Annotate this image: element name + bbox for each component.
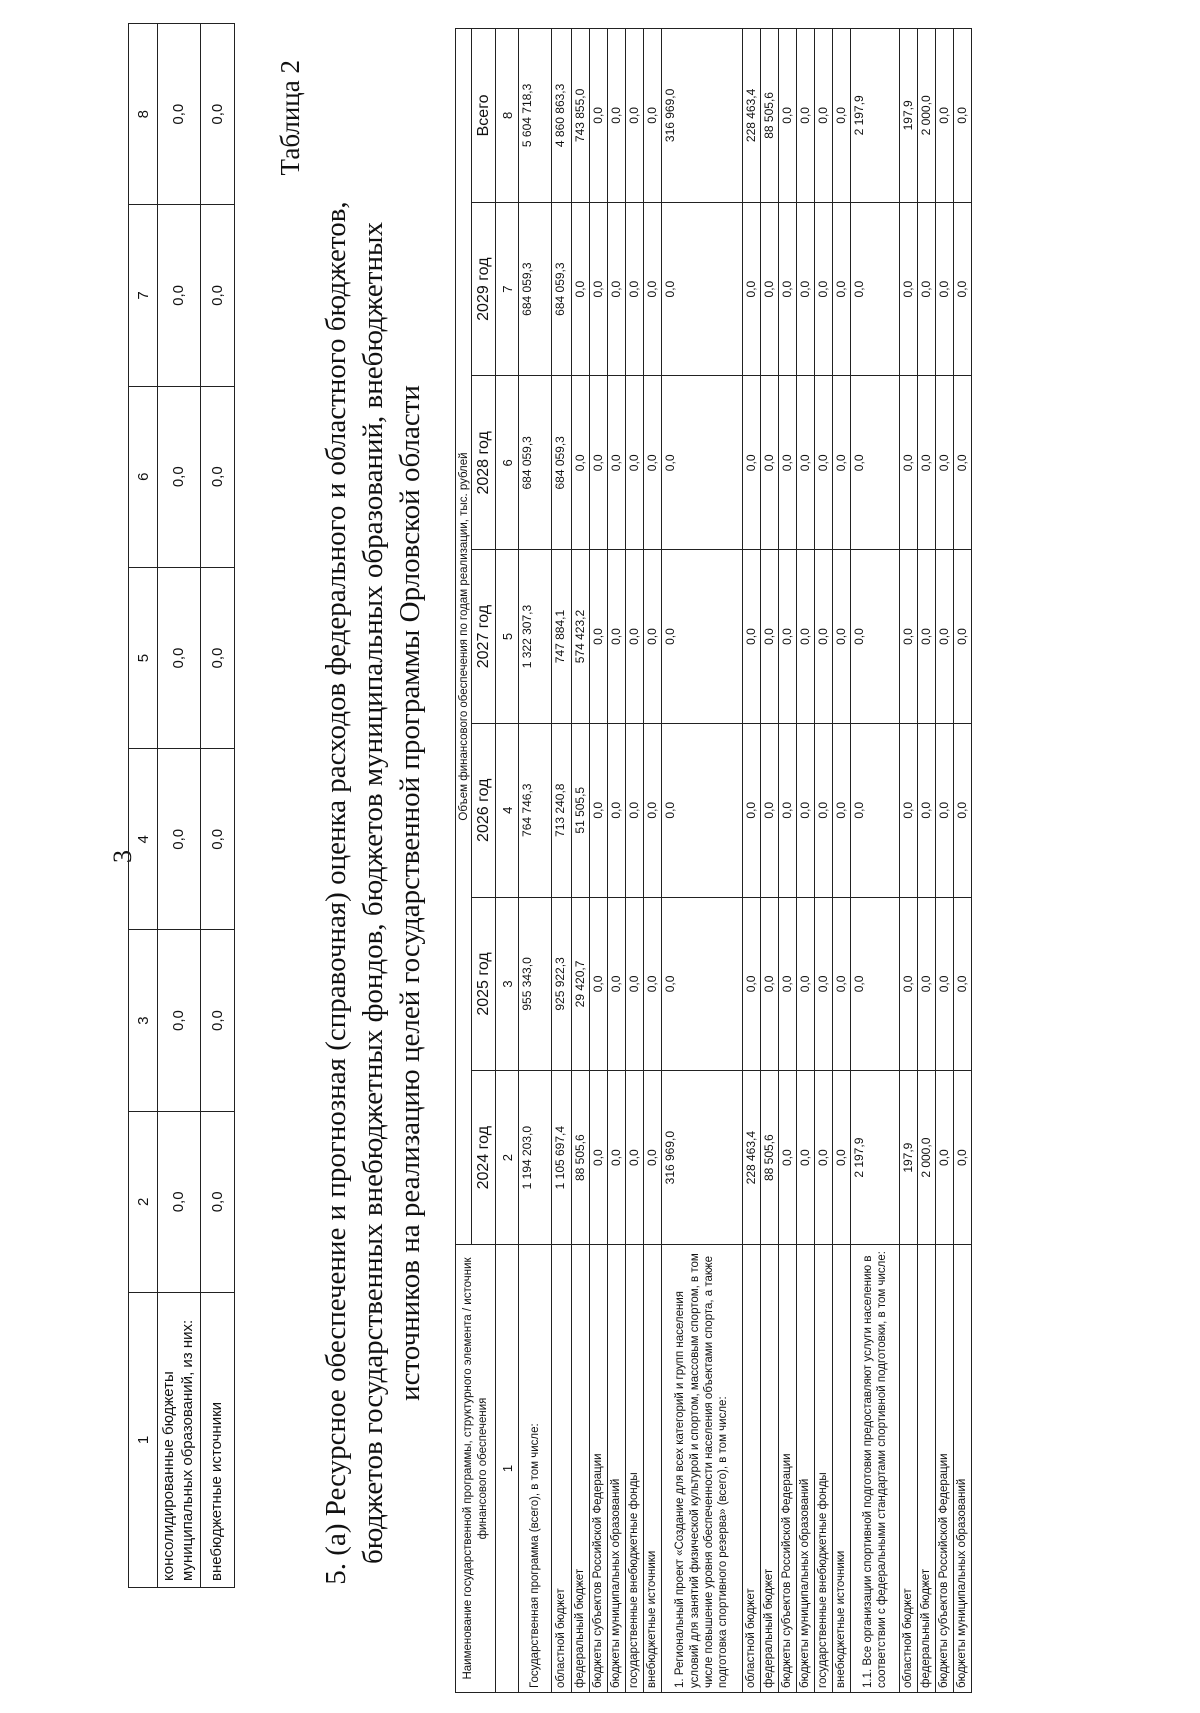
table-row xyxy=(779,29,797,1693)
cell-value: 0,0 xyxy=(200,386,234,567)
row-label: бюджеты субъектов Российской Федерации xyxy=(779,1245,797,1693)
cell-value: 0,0 xyxy=(158,1111,201,1292)
cell-value: 0,0 xyxy=(200,567,234,748)
cell-value: 0,0 xyxy=(200,930,234,1111)
total-cell: 0,0 xyxy=(644,29,662,203)
table-row xyxy=(662,29,743,1693)
column-number: 8 xyxy=(496,29,519,203)
year-value-cell: 0,0 xyxy=(662,376,743,550)
year-value-cell: 0,0 xyxy=(954,550,972,724)
column-number: 5 xyxy=(129,567,158,748)
year-value-cell: 1 105 697,4 xyxy=(552,1071,572,1245)
year-value-cell: 0,0 xyxy=(815,1071,833,1245)
column-number: 1 xyxy=(496,1245,519,1693)
year-value-cell: 0,0 xyxy=(644,550,662,724)
table-caption: Таблица 2 xyxy=(275,60,305,176)
year-value-cell: 0,0 xyxy=(608,376,626,550)
year-value-cell: 684 059,3 xyxy=(552,376,572,550)
year-value-cell: 0,0 xyxy=(936,723,954,897)
total-cell: 0,0 xyxy=(833,29,851,203)
column-number: 6 xyxy=(496,376,519,550)
year-value-cell: 0,0 xyxy=(662,202,743,376)
year-value-cell: 0,0 xyxy=(936,550,954,724)
year-value-cell: 0,0 xyxy=(608,897,626,1071)
year-value-cell: 1 194 203,0 xyxy=(519,1071,552,1245)
column-number: 2 xyxy=(496,1071,519,1245)
year-value-cell: 0,0 xyxy=(954,897,972,1071)
year-value-cell: 0,0 xyxy=(626,202,644,376)
total-cell: 0,0 xyxy=(626,29,644,203)
year-value-cell: 684 059,3 xyxy=(519,376,552,550)
year-value-cell: 0,0 xyxy=(626,550,644,724)
cell-value: 0,0 xyxy=(158,386,201,567)
year-value-cell: 0,0 xyxy=(900,550,918,724)
year-value-cell: 0,0 xyxy=(644,202,662,376)
row-label: федеральный бюджет xyxy=(918,1245,936,1693)
year-value-cell: 0,0 xyxy=(918,202,936,376)
row-label: внебюджетные источники xyxy=(644,1245,662,1693)
table-row xyxy=(519,29,552,1693)
year-value-cell: 713 240,8 xyxy=(552,723,572,897)
column-numbers-row xyxy=(496,29,519,1693)
table-row xyxy=(954,29,972,1693)
year-value-cell: 0,0 xyxy=(797,550,815,724)
table-row xyxy=(572,29,590,1693)
year-value-cell: 0,0 xyxy=(900,723,918,897)
table-row xyxy=(851,29,900,1693)
year-value-cell: 0,0 xyxy=(815,897,833,1071)
cell-value: 0,0 xyxy=(158,567,201,748)
year-header: 2028 год xyxy=(472,376,496,550)
year-value-cell: 0,0 xyxy=(833,897,851,1071)
year-value-cell: 88 505,6 xyxy=(761,1071,779,1245)
year-value-cell: 0,0 xyxy=(662,723,743,897)
total-cell: 0,0 xyxy=(797,29,815,203)
year-value-cell: 747 884,1 xyxy=(552,550,572,724)
year-value-cell: 0,0 xyxy=(797,897,815,1071)
row-label: областной бюджет xyxy=(743,1245,761,1693)
year-value-cell: 0,0 xyxy=(608,723,626,897)
row-label: бюджеты субъектов Российской Федерации xyxy=(590,1245,608,1693)
year-header: 2029 год xyxy=(472,202,496,376)
total-cell: 2 197,9 xyxy=(851,29,900,203)
year-value-cell: 0,0 xyxy=(918,376,936,550)
table-row xyxy=(833,29,851,1693)
page-number: 3 xyxy=(108,850,137,863)
year-value-cell: 228 463,4 xyxy=(743,1071,761,1245)
year-value-cell: 684 059,3 xyxy=(552,202,572,376)
year-value-cell: 0,0 xyxy=(833,202,851,376)
total-cell: 5 604 718,3 xyxy=(519,29,552,203)
total-cell: 197,9 xyxy=(900,29,918,203)
column-number: 8 xyxy=(129,24,158,205)
cell-value: 0,0 xyxy=(200,205,234,386)
year-value-cell: 0,0 xyxy=(797,1071,815,1245)
column-number: 3 xyxy=(129,930,158,1111)
year-value-cell: 0,0 xyxy=(918,550,936,724)
total-cell: 316 969,0 xyxy=(662,29,743,203)
year-value-cell: 0,0 xyxy=(954,202,972,376)
total-cell: 0,0 xyxy=(936,29,954,203)
year-value-cell: 0,0 xyxy=(590,550,608,724)
continuation-table xyxy=(128,23,235,1588)
year-value-cell: 0,0 xyxy=(936,202,954,376)
year-value-cell: 0,0 xyxy=(851,897,900,1071)
table-row xyxy=(552,29,572,1693)
year-value-cell: 0,0 xyxy=(779,723,797,897)
year-value-cell: 0,0 xyxy=(833,376,851,550)
cell-value: 0,0 xyxy=(200,1111,234,1292)
year-value-cell: 0,0 xyxy=(936,376,954,550)
year-value-cell: 2 000,0 xyxy=(918,1071,936,1245)
table-row xyxy=(644,29,662,1693)
year-header: 2024 год xyxy=(472,1071,496,1245)
year-value-cell: 0,0 xyxy=(833,723,851,897)
column-number: 2 xyxy=(129,1111,158,1292)
year-value-cell: 0,0 xyxy=(815,376,833,550)
table-row xyxy=(900,29,918,1693)
year-value-cell: 197,9 xyxy=(900,1071,918,1245)
year-value-cell: 0,0 xyxy=(815,202,833,376)
year-value-cell: 0,0 xyxy=(626,897,644,1071)
year-value-cell: 0,0 xyxy=(900,202,918,376)
row-label: Государственная программа (всего), в том числе: xyxy=(519,1245,552,1693)
section-title: 5. (а) Ресурсное обеспечение и прогнозная (справочная) оценка расходов федерального и областного бюджетов, бюджетов государственных внебюджетных фондов, бюджетов муниципальных образований, внебюджетных источников на реализацию целей государственной программы Орловской области xyxy=(320,201,427,1585)
year-header: 2027 год xyxy=(472,550,496,724)
year-value-cell: 0,0 xyxy=(608,1071,626,1245)
column-number: 4 xyxy=(129,749,158,930)
year-value-cell: 0,0 xyxy=(590,202,608,376)
year-value-cell: 764 746,3 xyxy=(519,723,552,897)
table-row xyxy=(743,29,761,1693)
year-value-cell: 0,0 xyxy=(918,897,936,1071)
total-cell: 88 505,6 xyxy=(761,29,779,203)
table-row xyxy=(761,29,779,1693)
row-label: 1.1. Все организации спортивной подготовки предоставляют услуги населению в соответствии с федеральными стандартами спортивной подготовки, в том числе: xyxy=(851,1245,900,1693)
year-value-cell: 0,0 xyxy=(590,723,608,897)
column-number: 5 xyxy=(496,550,519,724)
year-value-cell: 0,0 xyxy=(779,202,797,376)
year-value-cell: 0,0 xyxy=(644,723,662,897)
year-value-cell: 0,0 xyxy=(761,376,779,550)
table-row xyxy=(590,29,608,1693)
year-value-cell: 0,0 xyxy=(936,1071,954,1245)
row-label: внебюджетные источники xyxy=(833,1245,851,1693)
total-cell: 743 855,0 xyxy=(572,29,590,203)
year-value-cell: 0,0 xyxy=(626,1071,644,1245)
year-value-cell: 0,0 xyxy=(761,897,779,1071)
year-value-cell: 88 505,6 xyxy=(572,1071,590,1245)
year-value-cell: 0,0 xyxy=(815,550,833,724)
row-label: областной бюджет xyxy=(552,1245,572,1693)
year-value-cell: 0,0 xyxy=(662,550,743,724)
year-value-cell: 2 197,9 xyxy=(851,1071,900,1245)
year-value-cell: 29 420,7 xyxy=(572,897,590,1071)
year-value-cell: 0,0 xyxy=(815,723,833,897)
year-value-cell: 0,0 xyxy=(936,897,954,1071)
cell-value: 0,0 xyxy=(158,24,201,205)
year-value-cell: 0,0 xyxy=(954,1071,972,1245)
column-number: 7 xyxy=(129,205,158,386)
year-value-cell: 51 505,5 xyxy=(572,723,590,897)
year-value-cell: 0,0 xyxy=(779,550,797,724)
year-value-cell: 0,0 xyxy=(851,723,900,897)
table-row xyxy=(797,29,815,1693)
row-label: консолидированные бюджеты муниципальных образований, из них: xyxy=(158,1293,201,1588)
row-label: областной бюджет xyxy=(900,1245,918,1693)
year-value-cell: 0,0 xyxy=(851,202,900,376)
year-value-cell: 0,0 xyxy=(644,1071,662,1245)
year-value-cell: 0,0 xyxy=(608,550,626,724)
year-value-cell: 0,0 xyxy=(662,897,743,1071)
column-number: 7 xyxy=(496,202,519,376)
row-label: государственные внебюджетные фонды xyxy=(626,1245,644,1693)
total-cell: 0,0 xyxy=(954,29,972,203)
year-value-cell: 0,0 xyxy=(779,376,797,550)
year-value-cell: 0,0 xyxy=(954,723,972,897)
total-cell: 228 463,4 xyxy=(743,29,761,203)
year-value-cell: 0,0 xyxy=(954,376,972,550)
row-label: внебюджетные источники xyxy=(200,1293,234,1588)
year-value-cell: 316 969,0 xyxy=(662,1071,743,1245)
resource-table xyxy=(455,28,972,1693)
table-row xyxy=(608,29,626,1693)
row-label: бюджеты муниципальных образований xyxy=(797,1245,815,1693)
year-value-cell: 955 343,0 xyxy=(519,897,552,1071)
row-label: федеральный бюджет xyxy=(572,1245,590,1693)
year-value-cell: 0,0 xyxy=(590,1071,608,1245)
table-row xyxy=(815,29,833,1693)
name-column-header: Наименование государственной программы, структурного элемента / источник финансового обеспечения xyxy=(456,1245,496,1693)
table-row xyxy=(918,29,936,1693)
year-value-cell: 0,0 xyxy=(833,550,851,724)
continuation-table-header xyxy=(129,24,158,1588)
table-row xyxy=(626,29,644,1693)
year-value-cell: 0,0 xyxy=(608,202,626,376)
year-value-cell: 0,0 xyxy=(761,550,779,724)
year-value-cell: 0,0 xyxy=(572,376,590,550)
year-value-cell: 0,0 xyxy=(900,376,918,550)
total-header: Всего xyxy=(472,29,496,203)
year-value-cell: 684 059,3 xyxy=(519,202,552,376)
total-cell: 4 860 863,3 xyxy=(552,29,572,203)
cell-value: 0,0 xyxy=(158,930,201,1111)
cell-value: 0,0 xyxy=(200,749,234,930)
year-value-cell: 0,0 xyxy=(851,550,900,724)
column-number: 1 xyxy=(129,1293,158,1588)
year-value-cell: 0,0 xyxy=(644,897,662,1071)
year-value-cell: 0,0 xyxy=(743,723,761,897)
volume-header: Объем финансового обеспечения по годам реализации, тыс. рублей xyxy=(456,29,472,1245)
year-value-cell: 0,0 xyxy=(572,202,590,376)
year-value-cell: 0,0 xyxy=(797,723,815,897)
year-value-cell: 0,0 xyxy=(590,897,608,1071)
year-value-cell: 0,0 xyxy=(761,202,779,376)
cell-value: 0,0 xyxy=(200,24,234,205)
year-value-cell: 0,0 xyxy=(833,1071,851,1245)
total-cell: 0,0 xyxy=(608,29,626,203)
year-value-cell: 0,0 xyxy=(743,202,761,376)
year-value-cell: 0,0 xyxy=(644,376,662,550)
column-number: 6 xyxy=(129,386,158,567)
year-value-cell: 1 322 307,3 xyxy=(519,550,552,724)
column-number: 4 xyxy=(496,723,519,897)
year-value-cell: 0,0 xyxy=(797,202,815,376)
row-label: бюджеты субъектов Российской Федерации xyxy=(936,1245,954,1693)
year-value-cell: 0,0 xyxy=(743,897,761,1071)
total-cell: 0,0 xyxy=(779,29,797,203)
table-row xyxy=(200,24,234,1588)
year-value-cell: 0,0 xyxy=(779,1071,797,1245)
column-number: 3 xyxy=(496,897,519,1071)
cell-value: 0,0 xyxy=(158,749,201,930)
year-value-cell: 0,0 xyxy=(851,376,900,550)
row-label: бюджеты муниципальных образований xyxy=(954,1245,972,1693)
total-cell: 0,0 xyxy=(815,29,833,203)
row-label: государственные внебюджетные фонды xyxy=(815,1245,833,1693)
year-value-cell: 0,0 xyxy=(761,723,779,897)
year-value-cell: 574 423,2 xyxy=(572,550,590,724)
year-header: 2025 год xyxy=(472,897,496,1071)
year-value-cell: 0,0 xyxy=(918,723,936,897)
year-value-cell: 0,0 xyxy=(743,550,761,724)
year-value-cell: 0,0 xyxy=(797,376,815,550)
row-label: 1. Региональный проект «Создание для всех категорий и групп населения условий для занятий физической культурой и спортом, массовым спортом, в том числе повышение уровня обеспеченности населения объектами спорта, а также подготовка спортивного резерва» (всего), в том числе: xyxy=(662,1245,743,1693)
year-value-cell: 0,0 xyxy=(900,897,918,1071)
year-value-cell: 0,0 xyxy=(626,376,644,550)
row-label: федеральный бюджет xyxy=(761,1245,779,1693)
row-label: бюджеты муниципальных образований xyxy=(608,1245,626,1693)
table-row xyxy=(936,29,954,1693)
total-cell: 2 000,0 xyxy=(918,29,936,203)
year-header: 2026 год xyxy=(472,723,496,897)
year-value-cell: 0,0 xyxy=(590,376,608,550)
total-cell: 0,0 xyxy=(590,29,608,203)
year-value-cell: 0,0 xyxy=(779,897,797,1071)
year-value-cell: 0,0 xyxy=(743,376,761,550)
year-value-cell: 925 922,3 xyxy=(552,897,572,1071)
cell-value: 0,0 xyxy=(158,205,201,386)
year-value-cell: 0,0 xyxy=(626,723,644,897)
table-row xyxy=(158,24,201,1588)
